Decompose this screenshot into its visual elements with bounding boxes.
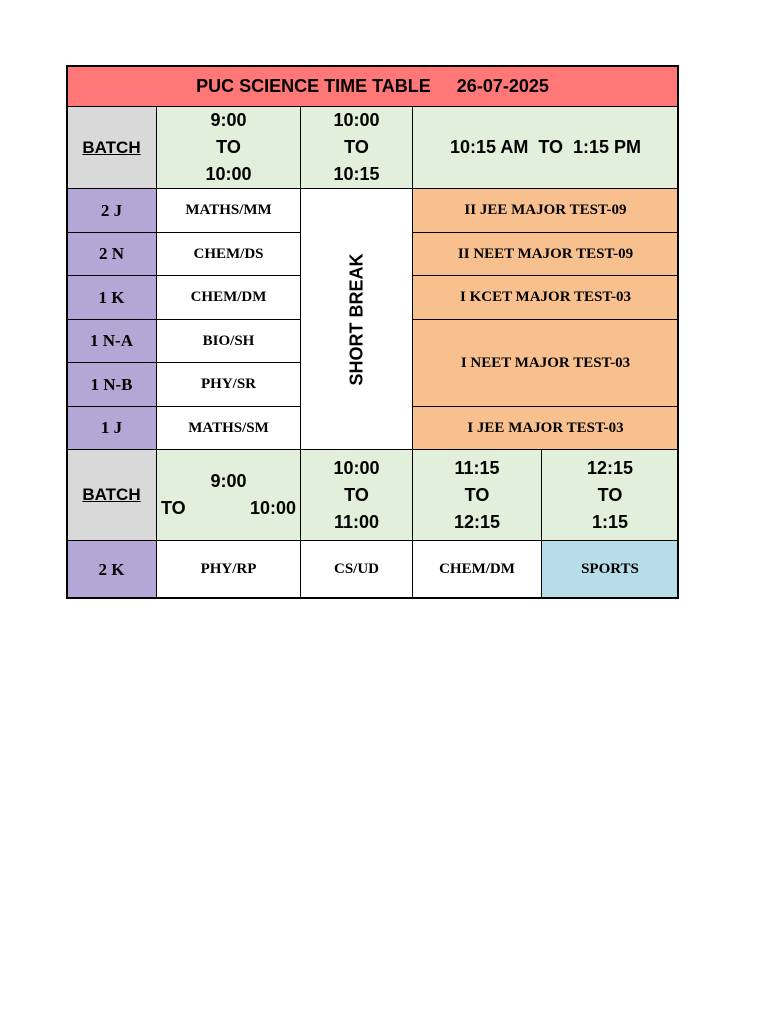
time-to: 10:00 [249, 498, 296, 518]
time-range: 10:15 AM TO 1:15 PM [449, 137, 642, 157]
sports-cell: SPORTS [541, 540, 679, 599]
time-to-word: TO [597, 484, 623, 505]
subject-cell: PHY/SR [156, 362, 301, 407]
time-to: 11:00 [333, 511, 380, 532]
time-slot-header-2 [300, 449, 413, 541]
test-cell: II JEE MAJOR TEST-09 [412, 188, 679, 233]
time-from: 10:00 [333, 457, 380, 478]
time-slot-header-2 [300, 106, 413, 189]
time-to-word: TO [161, 498, 186, 518]
batch-cell: 1 J [66, 406, 157, 450]
batch-cell: 1 N-B [66, 362, 157, 407]
batch-cell: 1 N-A [66, 319, 157, 363]
subject-cell: CHEM/DM [412, 540, 542, 599]
title-date: 26-07-2025 [456, 76, 549, 96]
time-from: 12:15 [586, 457, 634, 478]
time-slot-header-3 [412, 106, 679, 189]
time-slot-header-3 [412, 449, 542, 541]
subject-cell: CHEM/DS [156, 232, 301, 276]
time-to: 10:00 [205, 164, 252, 184]
short-break-cell [300, 188, 413, 450]
time-to: 1:15 [591, 511, 629, 532]
time-from: 9:00 [210, 471, 247, 491]
title-text: PUC SCIENCE TIME TABLE [196, 76, 431, 96]
subject-cell: MATHS/MM [156, 188, 301, 233]
batch-cell: 2 N [66, 232, 157, 276]
time-slot-header-4 [541, 449, 679, 541]
short-break-label: SHORT BREAK [346, 252, 367, 386]
test-cell: I KCET MAJOR TEST-03 [412, 275, 679, 320]
timetable [66, 65, 679, 599]
time-to-word: TO [344, 484, 369, 505]
subject-cell: CHEM/DM [156, 275, 301, 320]
time-from: 9:00 [210, 110, 247, 130]
batch-header: BATCH [66, 106, 157, 189]
table-title [66, 65, 679, 107]
time-to-word: TO [464, 484, 490, 505]
subject-cell: MATHS/SM [156, 406, 301, 450]
time-slot-header-1 [156, 106, 301, 189]
batch-cell: 1 K [66, 275, 157, 320]
test-cell: II NEET MAJOR TEST-09 [412, 232, 679, 276]
subject-cell: BIO/SH [156, 319, 301, 363]
batch-header: BATCH [66, 449, 157, 541]
time-to-word: TO [216, 137, 241, 157]
subject-cell: PHY/RP [156, 540, 301, 599]
time-slot-header-1 [156, 449, 301, 541]
batch-cell: 2 J [66, 188, 157, 233]
test-cell-merged: I NEET MAJOR TEST-03 [412, 319, 679, 407]
time-from: 11:15 [454, 457, 500, 478]
time-from: 10:00 [333, 110, 380, 130]
time-to: 12:15 [453, 511, 501, 532]
test-cell: I JEE MAJOR TEST-03 [412, 406, 679, 450]
time-to-word: TO [344, 137, 369, 157]
subject-cell: CS/UD [300, 540, 413, 599]
batch-cell: 2 K [66, 540, 157, 599]
time-to: 10:15 [333, 164, 380, 184]
